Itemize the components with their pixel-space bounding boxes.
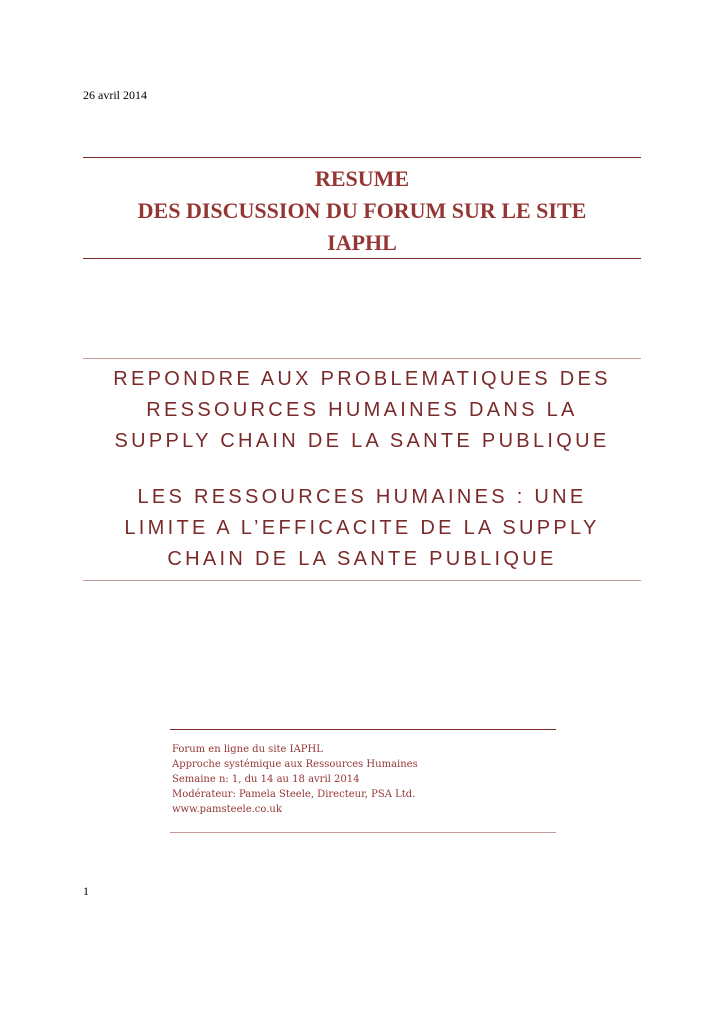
info-top-rule bbox=[170, 729, 556, 730]
page-number: 1 bbox=[83, 884, 89, 898]
subtitle-primary bbox=[83, 364, 641, 457]
document-title bbox=[83, 163, 641, 259]
subtitle-primary-line-1: REPONDRE AUX PROBLEMATIQUES DES bbox=[113, 368, 611, 390]
subtitle-primary-line-2: RESSOURCES HUMAINES DANS LA bbox=[146, 399, 578, 421]
document-date: 26 avril 2014 bbox=[83, 88, 147, 102]
title-bottom-rule bbox=[83, 258, 641, 259]
info-line-week: Semaine n: 1, du 14 au 18 avril 2014 bbox=[172, 774, 360, 785]
title-line-3: IAPHL bbox=[327, 230, 397, 255]
forum-info bbox=[172, 742, 556, 817]
subtitle-secondary-line-3: CHAIN DE LA SANTE PUBLIQUE bbox=[167, 548, 557, 570]
title-top-rule bbox=[83, 157, 641, 158]
subtitle-bottom-rule bbox=[83, 580, 641, 581]
subtitle-top-rule bbox=[83, 358, 641, 359]
info-bottom-rule bbox=[170, 832, 556, 833]
info-line-approach: Approche systémique aux Ressources Humaines bbox=[172, 759, 418, 770]
info-line-forum: Forum en ligne du site IAPHL bbox=[172, 744, 323, 755]
title-line-1: RESUME bbox=[314, 166, 410, 191]
info-line-moderator: Modérateur: Pamela Steele, Directeur, PSA Ltd. bbox=[172, 789, 416, 800]
title-line-2: DES DISCUSSION DU FORUM SUR LE SITE bbox=[137, 198, 587, 223]
info-line-website: www.pamsteele.co.uk bbox=[172, 804, 282, 815]
subtitle-secondary-line-2: LIMITE A L’EFFICACITE DE LA SUPPLY bbox=[124, 517, 600, 539]
subtitle-primary-line-3: SUPPLY CHAIN DE LA SANTE PUBLIQUE bbox=[114, 430, 610, 452]
subtitle-secondary-line-1: LES RESSOURCES HUMAINES : UNE bbox=[137, 486, 587, 508]
subtitle-secondary bbox=[83, 482, 641, 575]
